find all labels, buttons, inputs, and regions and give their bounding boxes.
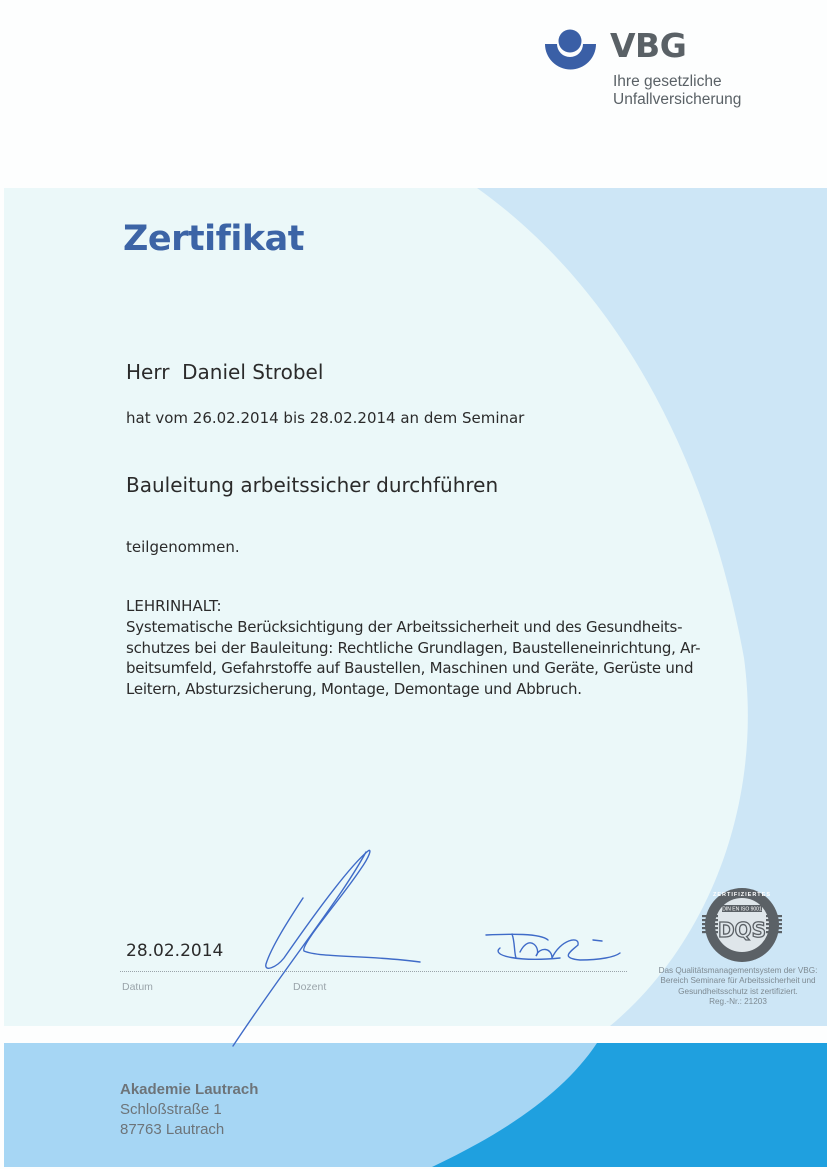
certification-note xyxy=(652,966,824,1007)
certification-reg-number: Reg.-Nr.: 21203 xyxy=(709,996,767,1006)
certification-line: Das Qualitätsmanagementsystem der VBG: xyxy=(658,966,818,975)
svg-text:DQS: DQS xyxy=(717,918,767,942)
signature-dotted-line xyxy=(120,971,627,972)
participation-text: teilgenommen. xyxy=(126,538,240,556)
certificate-title: Zertifikat xyxy=(123,219,304,259)
content-line: beitsumfeld, Gefahrstoffe auf Baustellen, Maschinen und Geräte, Gerüste und xyxy=(126,659,694,677)
brand-name: VBG xyxy=(610,26,687,65)
recipient-name: Herr Daniel Strobel xyxy=(126,360,324,384)
brand-tagline xyxy=(613,73,741,109)
content-description xyxy=(126,617,706,699)
content-heading: LEHRINHALT: xyxy=(126,597,222,615)
svg-text:ZERTIFIZIERTES: ZERTIFIZIERTES xyxy=(713,892,771,898)
svg-text:DIN EN ISO 9001: DIN EN ISO 9001 xyxy=(722,906,762,913)
footer-address xyxy=(120,1080,258,1140)
seminar-dates: hat vom 26.02.2014 bis 28.02.2014 an dem Seminar xyxy=(126,409,525,427)
tagline-line-2: Unfallversicherung xyxy=(613,91,742,108)
lecturer-label: Dozent xyxy=(293,981,327,993)
certification-line: Gesundheitsschutz ist zertifiziert. xyxy=(678,986,798,996)
content-line: Systematische Berücksichtigung der Arbeitssicherheit und des Gesundheits- xyxy=(126,618,683,636)
vbg-logo xyxy=(543,22,773,122)
certification-line: Bereich Seminare für Arbeitssicherheit und xyxy=(660,976,816,986)
vbg-person-bowl-icon xyxy=(543,27,603,77)
issue-date: 28.02.2014 xyxy=(126,941,224,961)
content-line: schutzes bei der Bauleitung: Rechtliche Grundlagen, Baustelleneinrichtung, Ar- xyxy=(126,638,701,657)
tagline-line-1: Ihre gesetzliche xyxy=(613,73,722,90)
content-line: Leitern, Absturzsicherung, Montage, Demontage und Abbruch. xyxy=(126,679,582,698)
street-address: Schloßstraße 1 xyxy=(120,1101,222,1118)
city-address: 87763 Lautrach xyxy=(120,1121,225,1138)
organization-name: Akademie Lautrach xyxy=(120,1081,259,1098)
seminar-title: Bauleitung arbeitssicher durchführen xyxy=(126,473,499,497)
dqs-iso-9001-seal-icon xyxy=(700,885,784,965)
date-label: Datum xyxy=(122,981,153,993)
